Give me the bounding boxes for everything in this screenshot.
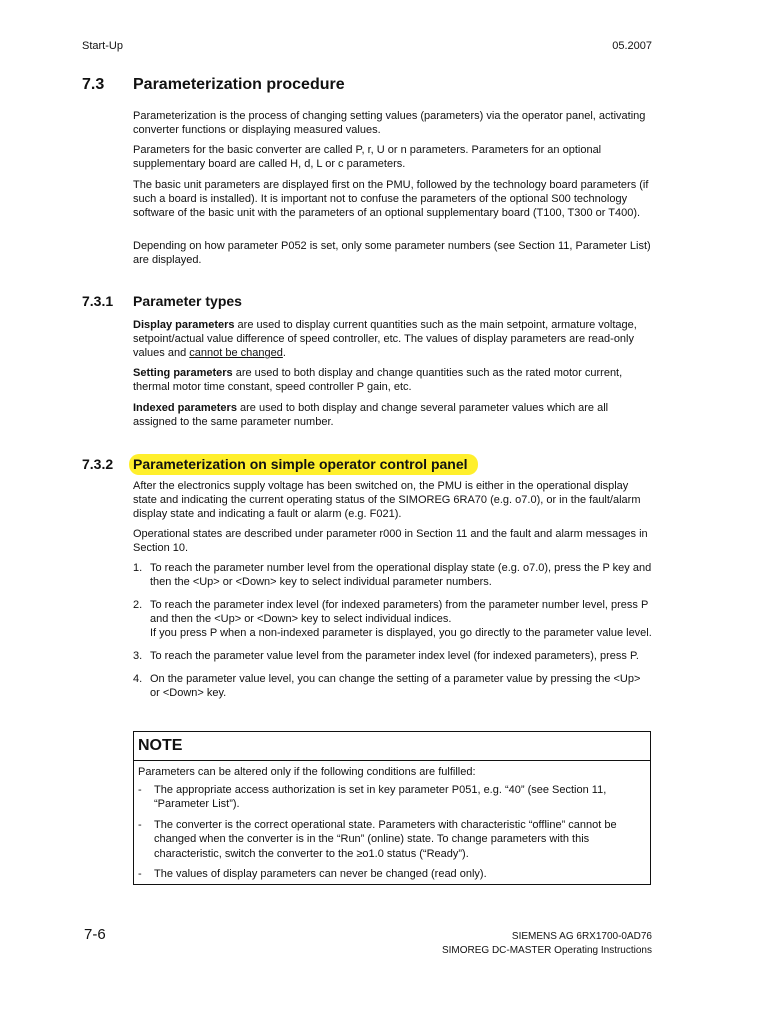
note-item-text: The appropriate access authorization is set in key parameter P051, e.g. “40” (see Section 11, “Parameter List”). xyxy=(154,783,607,810)
step-text: To reach the parameter index level (for indexed parameters) from the parameter number level, press P and then the <Up> or <Down> key to select individual indices. xyxy=(150,599,649,625)
section-paragraph: The basic unit parameters are displayed first on the PMU, followed by the technology board parameters (if such a board is installed). It is important not to confuse the parameters of the optional S00 technology software of the basic unit with the parameters of an optional supplementary board (T100, T300 or T400). xyxy=(133,179,649,219)
term: Indexed parameters xyxy=(133,402,237,414)
header-date: 05.2007 xyxy=(612,40,652,52)
highlight-mark: Parameterization on simple operator control panel xyxy=(129,454,478,475)
section-title: Parameterization procedure xyxy=(133,76,345,93)
step-text: To reach the parameter number level from the operational display state (e.g. o7.0), press the P key and then the <Up> or <Down> key to select individual parameter numbers. xyxy=(150,562,652,588)
note-item xyxy=(138,867,644,882)
footer-info xyxy=(442,930,652,958)
section-paragraph: Parameters for the basic converter are called P, r, U or n parameters. Parameters for an optional supplementary board are called H, d, L or c parameters. xyxy=(133,144,602,170)
step-extra-text: If you press P when a non-indexed parameter is displayed, you go directly to the parameter value level. xyxy=(150,627,652,639)
list-item xyxy=(133,598,653,640)
footer-line-1: SIEMENS AG 6RX1700-0AD76 xyxy=(511,931,652,942)
indexed-parameters-paragraph xyxy=(133,401,653,429)
step-text: To reach the parameter value level from the parameter index level (for indexed parameters), press P. xyxy=(150,650,639,662)
list-item xyxy=(133,672,653,700)
note-item-text: The values of display parameters can never be changed (read only). xyxy=(154,868,487,880)
dash-bullet: - xyxy=(138,818,142,831)
note-title: NOTE xyxy=(134,732,650,761)
subsection-paragraph: Operational states are described under parameter r000 in Section 11 and the fault and alarm messages in Section 10. xyxy=(133,528,648,554)
display-parameters-paragraph xyxy=(133,318,653,360)
paragraph-text: are used to both display and change several parameter values which are all assigned to the same parameter number. xyxy=(133,402,609,428)
paragraph-text: are used to display current quantities such as the main setpoint, armature voltage, setpoint/actual value difference of speed controller, etc. The values of display parameters are read-only values and xyxy=(133,319,637,359)
step-text: On the parameter value level, you can change the setting of a parameter value by pressing the <Up> or <Down> key. xyxy=(150,673,641,699)
subsection-number: 7.3.1 xyxy=(82,293,114,309)
underlined-text: cannot be changed xyxy=(189,347,283,359)
note-item xyxy=(138,818,644,862)
dash-bullet: - xyxy=(138,783,142,796)
footer-line-2: SIMOREG DC-MASTER Operating Instructions xyxy=(441,945,652,956)
subsection-title: Parameter types xyxy=(133,293,242,309)
subsection-paragraph: After the electronics supply voltage has been switched on, the PMU is either in the operational display state and indicating the current operating status of the SIMOREG 6RA70 (e.g. o7.0), or in the fault/alarm display state and indicating a fault or alarm (e.g. F021). xyxy=(133,480,641,520)
step-number: 3. xyxy=(133,650,143,662)
page-number: 7-6 xyxy=(84,926,106,943)
paragraph-text: are used to both display and change quantities such as the rated motor current, thermal motor time constant, speed controller P gain, etc. xyxy=(133,367,623,393)
section-paragraph: Parameterization is the process of changing setting values (parameters) via the operator panel, activating converter functions or displaying measured values. xyxy=(133,110,646,136)
list-item xyxy=(133,561,653,589)
step-number: 4. xyxy=(133,673,143,685)
note-box xyxy=(133,731,651,885)
dash-bullet: - xyxy=(138,868,142,880)
subsection-number: 7.3.2 xyxy=(82,456,114,472)
term: Setting parameters xyxy=(133,367,233,379)
setting-parameters-paragraph xyxy=(133,366,653,394)
steps-list xyxy=(133,561,653,709)
step-number: 2. xyxy=(133,599,143,611)
note-item xyxy=(138,783,644,812)
note-body xyxy=(134,761,650,882)
paragraph-end: . xyxy=(282,347,286,359)
section-number: 7.3 xyxy=(82,76,105,93)
list-item xyxy=(133,649,653,663)
header-left: Start-Up xyxy=(82,40,123,52)
step-number: 1. xyxy=(133,562,143,574)
section-paragraph: Depending on how parameter P052 is set, only some parameter numbers (see Section 11, Parameter List) are displayed. xyxy=(133,240,651,266)
note-intro: Parameters can be altered only if the following conditions are fulfilled: xyxy=(138,766,476,778)
subsection-title-highlighted xyxy=(133,456,478,472)
note-item-text: The converter is the correct operational state. Parameters with characteristic “offline” cannot be changed when the converter is in the “Run” (online) state. To change parameters with this characteristic, switch the converter to the ≥o1.0 status (“Ready”). xyxy=(154,818,617,860)
term: Display parameters xyxy=(133,319,235,331)
